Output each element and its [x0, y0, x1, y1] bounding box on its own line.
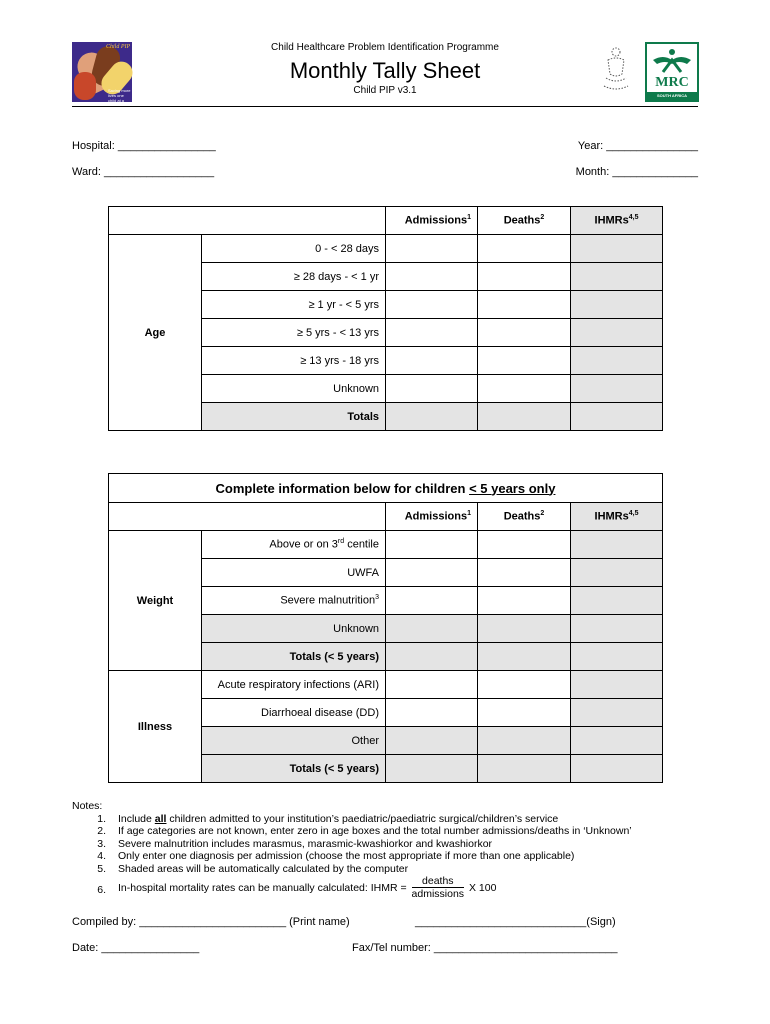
version-label: Child PIP v3.1: [353, 85, 417, 96]
illness-group-label: Illness: [109, 671, 202, 783]
table-header-row: [109, 207, 663, 235]
row-label: Unknown: [202, 375, 386, 403]
admissions-total: [386, 643, 478, 671]
deaths-total: [478, 643, 571, 671]
ihmr-cell: [571, 531, 663, 559]
header-divider: [72, 106, 698, 107]
note-item: 1. Include all children admitted to your institution’s paediatric/paediatric surgical/children’s service: [97, 812, 559, 825]
deaths-cell[interactable]: [478, 347, 571, 375]
ihmr-cell: [571, 559, 663, 587]
deaths-cell[interactable]: [478, 531, 571, 559]
notes-section: [72, 800, 632, 905]
admissions-cell: [386, 615, 478, 643]
admissions-cell[interactable]: [386, 531, 478, 559]
ihmr-total: [571, 755, 663, 783]
table-row: [109, 671, 663, 699]
row-label: Above or on 3rd centile: [202, 531, 386, 559]
logo-text: Child PIP: [106, 44, 131, 50]
note-item: 4. Only enter one diagnosis per admission (choose the most appropriate if more than one applicable): [97, 850, 575, 862]
weight-group-label: Weight: [109, 531, 202, 671]
deaths-total: [478, 755, 571, 783]
mrc-wordmark: MRC: [655, 75, 689, 90]
ihmr-cell: [571, 615, 663, 643]
admissions-cell[interactable]: [386, 291, 478, 319]
deaths-cell[interactable]: [478, 263, 571, 291]
row-label: Totals (< 5 years): [202, 755, 386, 783]
row-label: Severe malnutrition$^3$: [202, 587, 386, 615]
row-label: Diarrhoeal disease (DD): [202, 699, 386, 727]
mrc-subtext: SOUTH AFRICA: [647, 92, 697, 100]
deaths-cell: [478, 727, 571, 755]
deaths-total: [478, 403, 571, 431]
deaths-cell[interactable]: [478, 235, 571, 263]
col-deaths: Deaths$^2$: [478, 207, 571, 235]
page-title: Monthly Tally Sheet: [289, 58, 481, 83]
date-field[interactable]: Date: ________________: [72, 942, 200, 954]
ihmr-cell: [571, 699, 663, 727]
ihmr-cell: [571, 319, 663, 347]
col-ihmrs: IHMRs$^{4,5}$: [571, 207, 663, 235]
table-row: [109, 531, 663, 559]
col-admissions: Admissions$^1$: [386, 503, 478, 531]
ihmr-total: [571, 643, 663, 671]
admissions-total: [386, 403, 478, 431]
deaths-cell[interactable]: [478, 291, 571, 319]
admissions-cell[interactable]: [386, 319, 478, 347]
table-heading: Complete information below for children < 5 years only: [109, 474, 663, 503]
ihmr-cell: [571, 375, 663, 403]
deaths-cell[interactable]: [478, 375, 571, 403]
admissions-cell[interactable]: [386, 375, 478, 403]
ihmr-cell: [571, 263, 663, 291]
admissions-cell[interactable]: [386, 347, 478, 375]
row-label: UWFA: [202, 559, 386, 587]
admissions-cell[interactable]: [386, 671, 478, 699]
note-item: 3. Severe malnutrition includes marasmus, marasmic-kwashiorkor and kwashiorkor: [97, 837, 493, 850]
table-header-row: [109, 503, 663, 531]
row-label: Unknown: [202, 615, 386, 643]
row-label: ≥ 13 yrs - 18 yrs: [202, 347, 386, 375]
admissions-cell[interactable]: [386, 263, 478, 291]
row-label: ≥ 1 yr - < 5 yrs: [202, 291, 386, 319]
ihmr-cell: [571, 235, 663, 263]
admissions-cell[interactable]: [386, 587, 478, 615]
deaths-cell: [478, 615, 571, 643]
emblem-icon: [598, 44, 634, 92]
row-label: Acute respiratory infections (ARI): [202, 671, 386, 699]
signature-field[interactable]: ____________________________(Sign): [415, 916, 616, 928]
admissions-cell: [386, 727, 478, 755]
col-deaths: Deaths$^2$: [478, 503, 571, 531]
row-label: Totals: [202, 403, 386, 431]
table-heading-row: [109, 474, 663, 503]
age-group-label: Age: [109, 235, 202, 431]
ihmr-cell: [571, 587, 663, 615]
under-five-tally-table: [108, 473, 663, 783]
admissions-cell[interactable]: [386, 235, 478, 263]
deaths-cell[interactable]: [478, 587, 571, 615]
deaths-cell[interactable]: [478, 699, 571, 727]
note-item: 6. In-hospital mortality rates can be manually calculated: IHMR = $\frac{\text{deaths}}{\text{admissions}}$ X 100: [97, 875, 497, 900]
mrc-logo: [645, 42, 699, 102]
ward-field[interactable]: Ward: __________________: [72, 166, 215, 178]
notes-title: Notes:: [72, 800, 103, 812]
col-admissions: Admissions$^1$: [386, 207, 478, 235]
month-field[interactable]: Month: ______________: [575, 166, 698, 178]
deaths-cell[interactable]: [478, 559, 571, 587]
row-label: ≥ 5 yrs - < 13 yrs: [202, 319, 386, 347]
fax-tel-field[interactable]: Fax/Tel number: ______________________________: [352, 942, 618, 954]
programme-name: Child Healthcare Problem Identification Programme: [271, 42, 499, 53]
ihmr-cell: [571, 671, 663, 699]
note-item: 5. Shaded areas will be automatically calculated by the computer: [97, 862, 409, 875]
row-label: 0 - < 28 days: [202, 235, 386, 263]
admissions-cell[interactable]: [386, 559, 478, 587]
admissions-cell[interactable]: [386, 699, 478, 727]
table-row: [109, 235, 663, 263]
mrc-figure-icon: [651, 48, 693, 74]
row-label: ≥ 28 days - < 1 yr: [202, 263, 386, 291]
note-item: 2. If age categories are not known, enter zero in age boxes and the total number admissions/deaths in ‘Unknown’: [97, 825, 632, 837]
admissions-total: [386, 755, 478, 783]
ihmr-total: [571, 403, 663, 431]
deaths-cell[interactable]: [478, 319, 571, 347]
ihmr-cell: [571, 347, 663, 375]
logo-tagline: Saving more lives one child at a time: [108, 88, 131, 108]
year-field[interactable]: Year: _______________: [577, 140, 698, 152]
ihmr-formula: $\frac{\text{deaths}}{\text{admissions}}$: [411, 875, 465, 900]
ihmr-cell: [571, 291, 663, 319]
hospital-field[interactable]: Hospital: ________________: [72, 140, 216, 152]
row-label: Totals (< 5 years): [202, 643, 386, 671]
col-ihmrs: IHMRs$^{4,5}$: [571, 503, 663, 531]
deaths-cell[interactable]: [478, 671, 571, 699]
compiled-by-field[interactable]: Compiled by: ________________________ (Print name): [72, 916, 350, 928]
ihmr-cell: [571, 727, 663, 755]
row-label: Other: [202, 727, 386, 755]
age-tally-table: [108, 206, 663, 431]
